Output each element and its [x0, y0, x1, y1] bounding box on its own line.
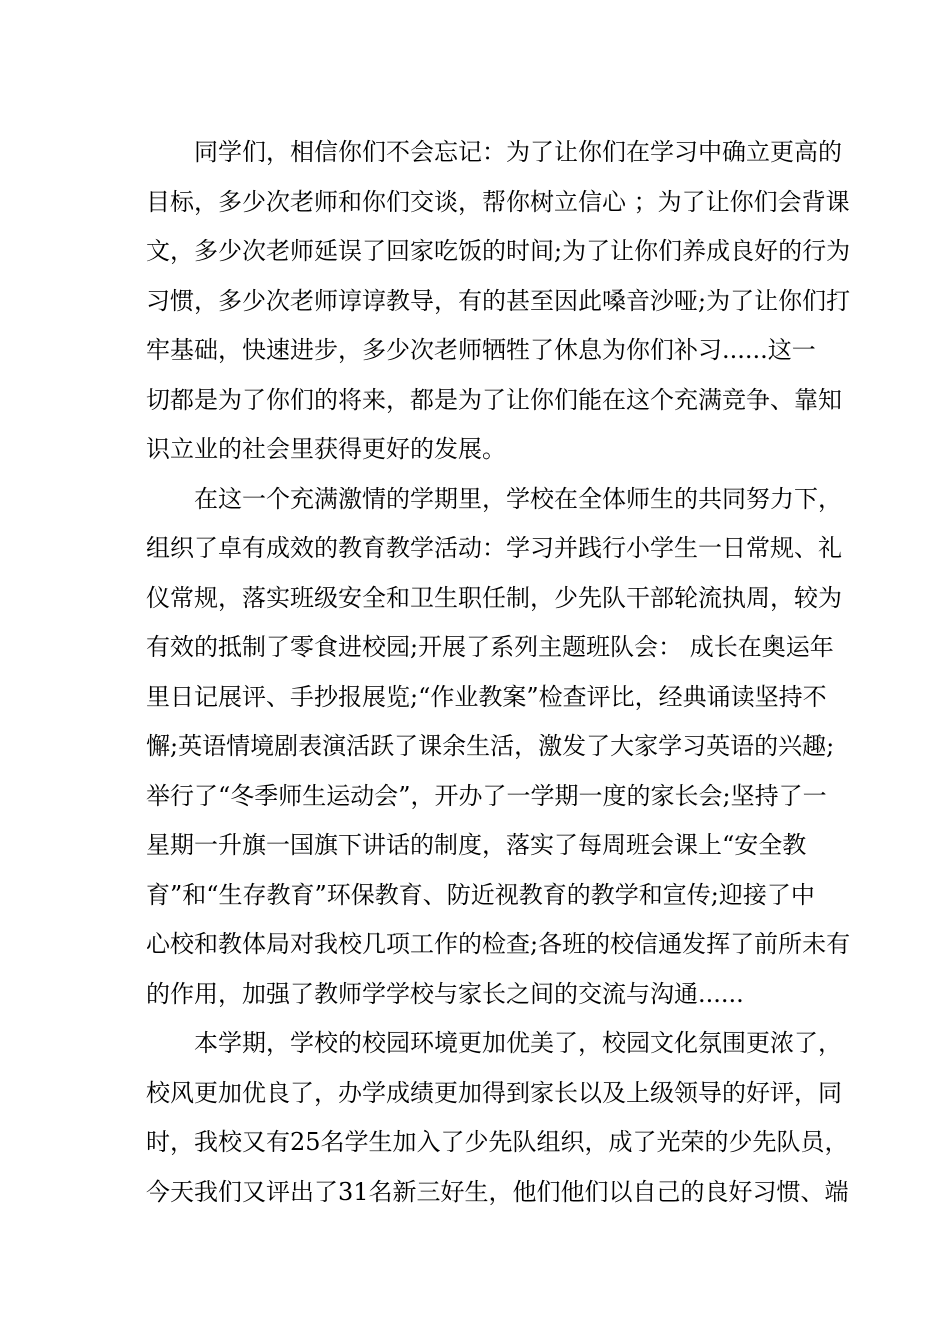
- paragraph-2-line-11: 的作用，加强了教师学学校与家长之间的交流与沟通......: [146, 979, 744, 1008]
- document-body: [146, 128, 851, 1217]
- paragraph-2-line-7: 举行了“冬季师生运动会”，开办了一学期一度的家长会;坚持了一: [146, 781, 827, 810]
- paragraph-1-line-2: 目标，多少次老师和你们交谈，帮你树立信心 ；为了让你们会背课: [146, 187, 850, 216]
- paragraph-2-line-8: 星期一升旗一国旗下讲话的制度，落实了每周班会课上“安全教: [146, 831, 807, 859]
- paragraph-1-line-7: 识立业的社会里获得更好的发展。: [146, 435, 506, 463]
- paragraph-2-line-6: 懈;英语情境剧表演活跃了课余生活，激发了大家学习英语的兴趣;: [146, 732, 835, 760]
- paragraph-3-line-3: 时，我校又有25名学生加入了少先队组织，成了光荣的少先队员，: [146, 1128, 849, 1156]
- paragraph-1-line-1: 同学们，相信你们不会忘记：为了让你们在学习中确立更高的: [194, 138, 842, 166]
- paragraph-2-line-3: 仪常规，落实班级安全和卫生职任制，少先队干部轮流执周，较为: [146, 583, 842, 612]
- paragraph-1-line-5: 牢基础，快速进步，多少次老师牺牲了休息为你们补习......这一: [146, 336, 816, 364]
- paragraph-3-line-1: 本学期，学校的校园环境更加优美了，校园文化氛围更浓了，: [194, 1029, 842, 1057]
- paragraph-2-line-5: 里日记展评、手抄报展览;“作业教案”检查评比，经典诵读坚持不: [146, 682, 827, 711]
- paragraph-3-line-2: 校风更加优良了，办学成绩更加得到家长以及上级领导的好评，同: [146, 1078, 842, 1107]
- paragraph-1-line-4: 习惯，多少次老师谆谆教导，有的甚至因此嗓音沙哑;为了让你们打: [146, 286, 851, 315]
- paragraph-2-line-4: 有效的抵制了零食进校园;开展了系列主题班队会： 成长在奥运年: [146, 633, 834, 661]
- paragraph-1-line-6: 切都是为了你们的将来，都是为了让你们能在这个充满竞争、靠知: [146, 385, 842, 414]
- paragraph-1-line-3: 文，多少次老师延误了回家吃饭的时间;为了让你们养成良好的行为: [146, 237, 851, 265]
- paragraph-2-line-1: 在这一个充满激情的学期里，学校在全体师生的共同努力下，: [194, 484, 842, 513]
- paragraph-2-line-2: 组织了卓有成效的教育教学活动：学习并践行小学生一日常规、礼: [146, 534, 842, 562]
- paragraph-2-line-9: 育”和“生存教育”环保教育、防近视教育的教学和宣传;迎接了中: [146, 880, 815, 909]
- paragraph-2-line-10: 心校和教体局对我校几项工作的检查;各班的校信通发挥了前所未有: [146, 930, 851, 958]
- paragraph-3-line-4: 今天我们又评出了31名新三好生，他们他们以自己的良好习惯、端: [146, 1177, 849, 1206]
